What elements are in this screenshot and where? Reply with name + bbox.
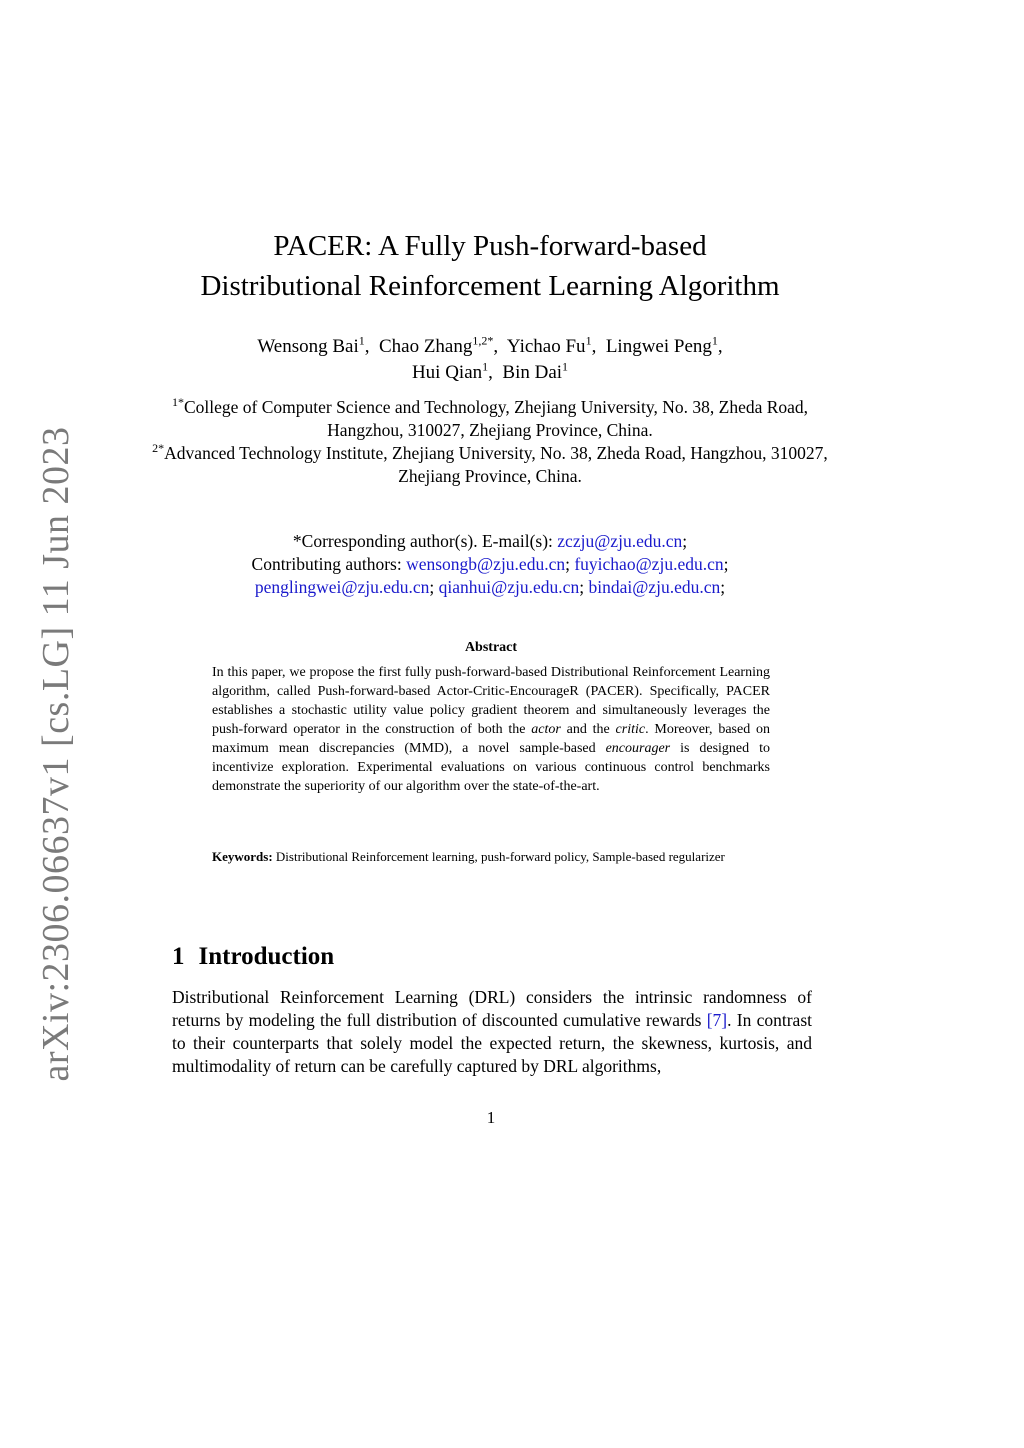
- corresponding-email-link[interactable]: zczju@zju.edu.cn: [557, 531, 683, 551]
- intro-text-part: . In contrast to their counterparts that solely model the expected return, the skewness, kurtosis, and multimodality of return can be carefully captured by DRL algorithms,: [172, 1010, 812, 1076]
- author-name: Hui Qian: [411, 362, 483, 383]
- abstract-term-critic: critic: [615, 722, 646, 737]
- corresponding-label: *Corresponding author(s). E-mail(s):: [292, 531, 553, 551]
- author-name: Lingwei Peng: [605, 336, 712, 357]
- contact-block: [150, 530, 830, 599]
- section-title: Introduction: [198, 943, 335, 970]
- author-line-2: Hui Qian$^1$, Bin Dai$^1$: [411, 359, 569, 383]
- abstract-term-encourager: encourager: [605, 741, 671, 756]
- affiliation-text: Advanced Technology Institute, Zhejiang University, No. 38, Zheda Road, Hangzhou, 310027, Zhejiang Province, China.: [164, 443, 828, 486]
- abstract-text-part: is designed to incentivize exploration. Experimental evaluations on various continuous control benchmarks demonstrate the superiority of our algorithm over the state-of-the-art.: [212, 741, 771, 794]
- paper-title: [140, 226, 840, 306]
- title-line-2: Distributional Reinforcement Learning Algorithm: [200, 270, 780, 302]
- author-affiliation-mark: 1: [562, 359, 569, 374]
- citation-link[interactable]: [7]: [706, 1010, 728, 1030]
- section-heading: [172, 943, 334, 971]
- affiliation-text: College of Computer Science and Technology, Zhejiang University, No. 38, Zheda Road, Hangzhou, 310027, Zhejiang Province, China.: [183, 397, 809, 440]
- corresponding-author-line: *Corresponding author(s). E-mail(s): zczju@zju.edu.cn;: [292, 531, 688, 551]
- keywords-text: Distributional Reinforcement learning, push-forward policy, Sample-based regularizer: [275, 849, 725, 864]
- abstract-text-part: In this paper, we propose the first fully push-forward-based Distributional Reinforcement Learning algorithm, called Push-forward-based Actor-Critic-EncourageR (PACER). Specifically, PACER establishes a stochastic utility value policy gradient theorem and simultaneously leverages the push-forward operator in the construction of both the: [212, 665, 770, 737]
- title-line-1: PACER: A Fully Push-forward-based: [273, 230, 707, 262]
- email-link[interactable]: penglingwei@zju.edu.cn: [254, 577, 430, 597]
- author-list: [150, 334, 830, 386]
- abstract-term-actor: actor: [531, 722, 561, 737]
- author-name: Chao Zhang: [378, 336, 473, 357]
- affiliation-mark: 1*: [171, 395, 184, 410]
- author-name: Bin Dai: [502, 362, 563, 383]
- author-line-1: Wensong Bai$^1$, Chao Zhang$^{1,2*}$, Yichao Fu$^1$, Lingwei Peng$^1$,: [257, 333, 723, 357]
- author-affiliation-mark: 1,2*: [472, 333, 494, 348]
- page-number: 1: [486, 1108, 496, 1127]
- intro-text-part: Distributional Reinforcement Learning (DRL) considers the intrinsic randomness of returns by modeling the full distribution of discounted cumulative rewards: [172, 987, 812, 1030]
- author-affiliation-mark: 1: [585, 333, 592, 348]
- email-link[interactable]: qianhui@zju.edu.cn: [438, 577, 580, 597]
- author-name: Wensong Bai: [257, 336, 359, 357]
- arxiv-identifier-stamp: arXiv:2306.06637v1 [cs.LG] 11 Jun 2023: [35, 426, 77, 1082]
- author-affiliation-mark: 1: [482, 359, 489, 374]
- contributing-authors-line: penglingwei@zju.edu.cn; qianhui@zju.edu.cn; bindai@zju.edu.cn;: [254, 577, 726, 597]
- author-name: Yichao Fu: [506, 336, 586, 357]
- abstract-text-part: . Moreover, based on maximum mean discrepancies (MMD), a novel sample-based: [212, 722, 770, 756]
- affiliation-list: [150, 396, 830, 488]
- affiliation-2: [150, 442, 830, 488]
- abstract-text-part: and the: [560, 722, 616, 737]
- email-link[interactable]: fuyichao@zju.edu.cn: [574, 554, 724, 574]
- email-link[interactable]: wensongb@zju.edu.cn: [406, 554, 566, 574]
- introduction-paragraph: [172, 986, 812, 1078]
- abstract-heading: Abstract: [464, 640, 518, 655]
- affiliation-mark: 2*: [152, 441, 165, 456]
- email-link[interactable]: bindai@zju.edu.cn: [588, 577, 721, 597]
- contributing-label: Contributing authors:: [251, 554, 402, 574]
- section-number: 1: [172, 943, 185, 970]
- keywords-label: Keywords:: [212, 849, 273, 864]
- author-affiliation-mark: 1: [358, 333, 365, 348]
- keywords: [212, 848, 770, 866]
- abstract-text: [212, 663, 770, 796]
- affiliation-1: [150, 396, 830, 442]
- author-affiliation-mark: 1: [711, 333, 718, 348]
- contributing-authors-line: Contributing authors: wensongb@zju.edu.cn; fuyichao@zju.edu.cn;: [251, 554, 729, 574]
